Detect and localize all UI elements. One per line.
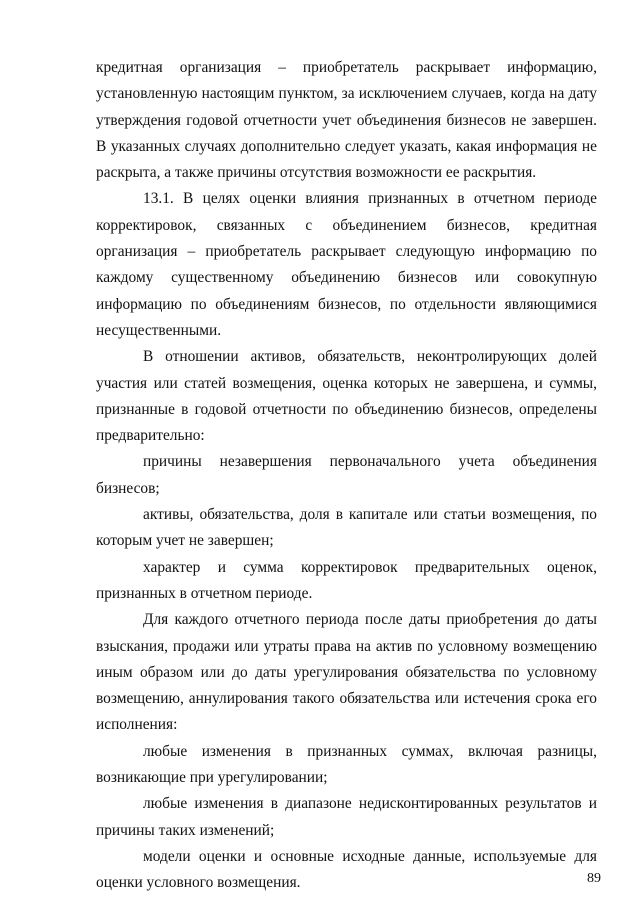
- list-item-adjustments: характер и сумма корректировок предварительных оценок, признанных в отчетном периоде.: [96, 558, 597, 602]
- list-item-reasons: причины незавершения первоначального учета объединения бизнесов;: [96, 453, 597, 497]
- page-number: 89: [587, 871, 601, 886]
- body-text: [96, 55, 597, 897]
- paragraph-preliminary-assessment: В отношении активов, обязательств, неконтролирующих долей участия или статей возмещения, оценка которых не завершена, и суммы, признанные в годовой отчетности по объединению бизнесов, определены предварительно:: [96, 348, 597, 445]
- paragraph-each-period: Для каждого отчетного периода после даты приобретения до даты взыскания, продажи или утраты права на актив по условному возмещению иным образом или до даты урегулирования обязательства по условному возмещению, аннулирования такого обязательства или истечения срока его исполнения:: [96, 611, 597, 734]
- list-item-changes-range: любые изменения в диапазоне недисконтированных результатов и причины таких изменений;: [96, 795, 597, 839]
- paragraph-continuation: кредитная организация – приобретатель раскрывает информацию, установленную настоящим пунктом, за исключением случаев, когда на дату утверждения годовой отчетности учет объединения бизнесов не завершен. В указанных случаях дополнительно следует указать, какая информация не раскрыта, а также причины отсутствия возможности ее раскрытия.: [96, 59, 597, 182]
- list-item-changes-amounts: любые изменения в признанных суммах, включая разницы, возникающие при урегулировании;: [96, 742, 597, 787]
- list-item-valuation-models: модели оценки и основные исходные данные, используемые для оценки условного возмещения.: [96, 847, 597, 892]
- paragraph-13-1: 13.1. В целях оценки влияния признанных в отчетном периоде корректировок, связанных с объединением бизнесов, кредитная организация – приобретатель раскрывает следующую информацию по каждому существенному объединению бизнесов или совокупную информацию по объединениям бизнесов, по отдельности являющимися несущественными.: [96, 190, 597, 339]
- list-item-assets: активы, обязательства, доля в капитале или статьи возмещения, по которым учет не завершен;: [96, 506, 597, 550]
